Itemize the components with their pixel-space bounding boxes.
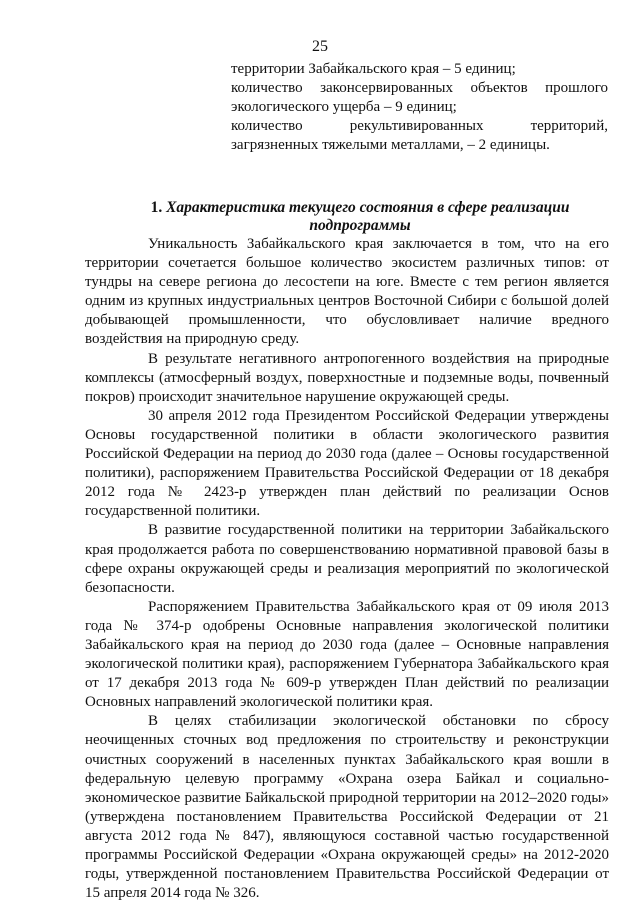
section-title: Характеристика текущего состояния в сфере реализации подпрограммы xyxy=(166,199,570,234)
indicator-line-2: количество законсервированных объектов прошлого экологического ущерба – 9 единиц; xyxy=(231,80,608,115)
paragraph-5: Распоряжением Правительства Забайкальского края от 09 июля 2013 года № 374-р одобрены Основные направления экологической политики Забайкальского края на период до 2030 года (далее – Основные направления экологической политики края), распоряжением Губернатора Забайкальского края от 17 декабря 2013 года № 609-р утвержден План действий по реализации Основных направлений экологической политики края. xyxy=(85,598,609,711)
indicator-line-1: территории Забайкальского края – 5 единиц; xyxy=(231,61,516,77)
indicator-line-3: количество рекультивированных территорий, загрязненных тяжелыми металлами, – 2 единицы. xyxy=(231,118,608,153)
section-number: 1. xyxy=(150,199,163,216)
paragraph-4: В развитие государственной политики на территории Забайкальского края продолжается работа по совершенствованию нормативной правовой базы в сфере охраны окружающей среды и реализация мероприятий по экологической безопасности. xyxy=(85,522,609,596)
page-number: 25 xyxy=(312,38,328,55)
paragraph-6: В целях стабилизации экологической обстановки по сбросу неочищенных сточных вод предложения по строительству и реконструкции очистных сооружений в населенных пунктах Забайкальского края вошли в федеральную целевую программу «Охрана озера Байкал и социально-экономическое развитие Байкальской природной территории на 2012–2020 годы» (утверждена постановлением Правительства Российской Федерации от 21 августа 2012 года № 847), являющуюся составной частью государственной программы Российской Федерации «Охрана окружающей среды» на 2012-2020 годы, утвержденной постановлением Правительства Российской Федерации от 15 апреля 2014 года № 326. xyxy=(85,713,609,902)
paragraph-1: Уникальность Забайкальского края заключается в том, что на его территории сочетается большое количество экосистем различных типов: от тундры на севере региона до лесостепи на юге. Вместе с тем регион является одним из крупных индустриальных центров Восточной Сибири с большой долей добывающей промышленности, что обусловливает наличие вредного воздействия на природную среду. xyxy=(85,236,609,348)
paragraph-2: В результате негативного антропогенного воздействия на природные комплексы (атмосферный воздух, поверхностные и подземные воды, почвенный покров) происходит значительное нарушение окружающей среды. xyxy=(85,350,609,405)
paragraph-3: 30 апреля 2012 года Президентом Российской Федерации утверждены Основы государственной политики в области экологического развития Российской Федерации на период до 2030 года (далее – Основы государственной политики), распоряжением Правительства Российской Федерации от 18 декабря 2012 года № 2423-р утвержден план действий по реализации Основ государственной политики. xyxy=(85,407,609,520)
section-heading xyxy=(110,199,610,235)
indicator-list xyxy=(231,60,608,155)
section-body xyxy=(85,235,609,903)
